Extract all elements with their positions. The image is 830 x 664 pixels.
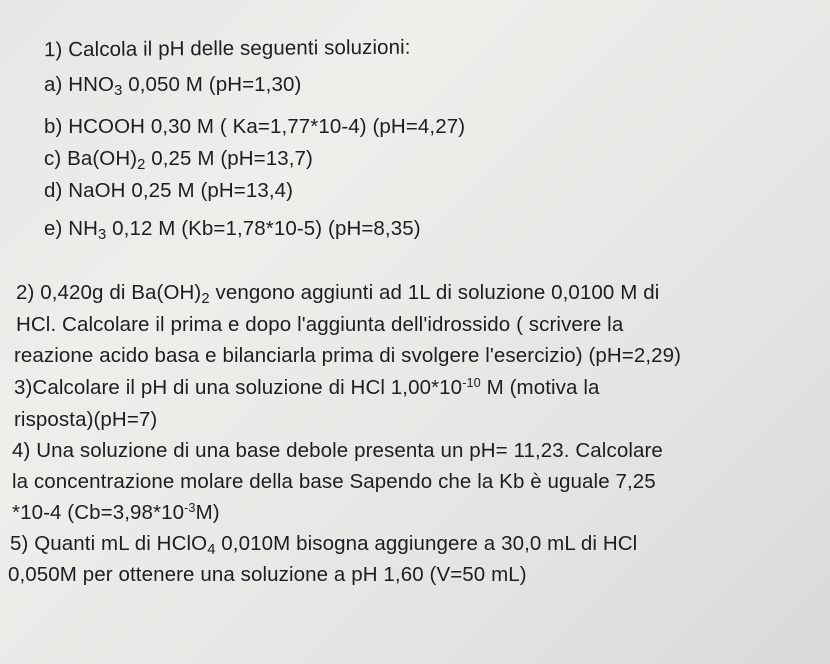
exercise-4-line-2: la concentrazione molare della base Sapendo che la Kb è uguale 7,25 — [12, 470, 656, 493]
exercise-1-item-c: c) $Ba(OH)_2$ 0,25 M (pH=13,7) — [44, 147, 313, 174]
exercise-2-line-2: HCl. Calcolare il prima e dopo l'aggiunta dell'idrossido ( scrivere la — [16, 313, 624, 336]
exercise-2-line-3: reazione acido basa e bilanciarla prima di svolgere l'esercizio) (pH=2,29) — [14, 344, 682, 367]
exercise-1-item-b: b) HCOOH 0,30 M ( Ka=1,77*10-4) (pH=4,27) — [44, 115, 466, 138]
exercise-1-title: 1) Calcola il pH delle seguenti soluzioni: — [43, 35, 411, 62]
exercise-2-line-1: 2) 0,420g di $Ba(OH)_2$ vengono aggiunti ad 1L di soluzione 0,0100 M di — [16, 281, 660, 308]
exercise-3-line-2: risposta)(pH=7) — [14, 408, 158, 431]
exercise-1-item-d: d) NaOH 0,25 M (pH=13,4) — [44, 179, 294, 202]
exercise-5-line-2: 0,050M per ottenere una soluzione a pH 1,60 (V=50 mL) — [8, 563, 527, 586]
exercise-4-line-1: 4) Una soluzione di una base debole presenta un pH= 11,23. Calcolare — [12, 439, 663, 462]
exercise-3-line-1: 3)Calcolare il pH di una soluzione di HCl $1,00*10^{-10}$ M (motiva la — [14, 375, 600, 399]
exercise-1-item-a: a) $HNO_3$ 0,050 M (pH=1,30) — [44, 73, 302, 100]
exercise-1-item-e: e) $NH_3$ 0,12 M (Kb=1,78*10-5) (pH=8,35) — [44, 217, 421, 244]
exercise-5-line-1: 5) Quanti mL di HClO$_4$ 0,010M bisogna aggiungere a 30,0 mL di HCl — [10, 532, 638, 559]
exercise-4-line-3: *10-4 $(Cb=3,98*10^{-3}M)$ — [12, 500, 220, 524]
